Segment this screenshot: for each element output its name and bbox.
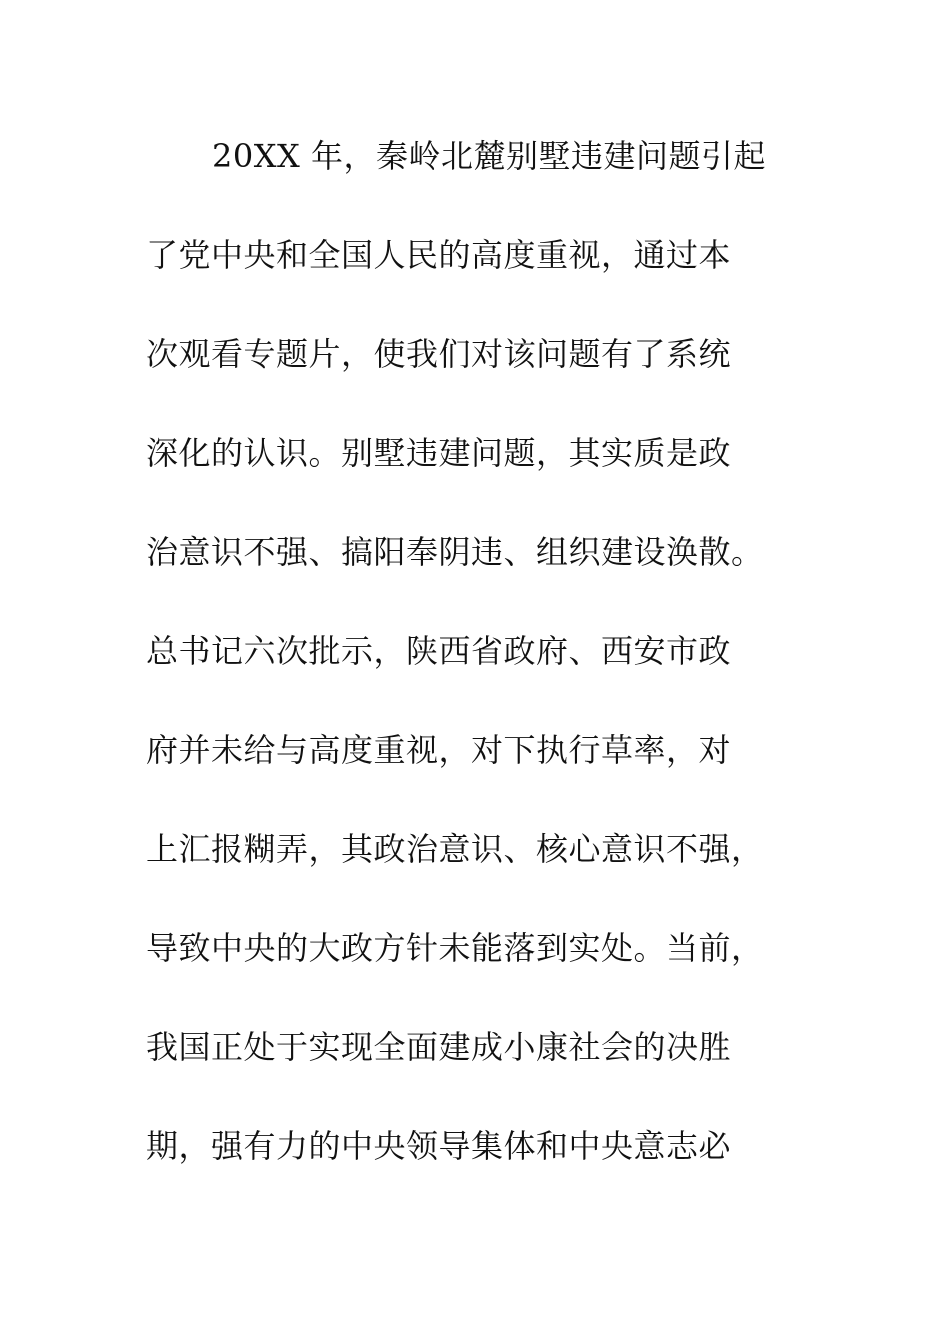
body-paragraph <box>146 126 806 1215</box>
paragraph-line-7: 府并未给与高度重视，对下执行草率，对 <box>146 731 732 769</box>
paragraph-line-2: 了党中央和全国人民的高度重视，通过本 <box>146 236 732 274</box>
paragraph-line-11: 期，强有力的中央领导集体和中央意志必 <box>146 1127 732 1165</box>
paragraph-line-6: 总书记六次批示，陕西省政府、西安市政 <box>146 632 732 670</box>
paragraph-line-1: 20XX 年，秦岭北麓别墅违建问题引起 <box>212 137 766 175</box>
paragraph-line-8: 上汇报糊弄，其政治意识、核心意识不强， <box>146 830 764 868</box>
paragraph-line-10: 我国正处于实现全面建成小康社会的决胜 <box>146 1028 732 1066</box>
paragraph-line-4: 深化的认识。别墅违建问题，其实质是政 <box>146 434 732 472</box>
paragraph-line-3: 次观看专题片，使我们对该问题有了系统 <box>146 335 732 373</box>
paragraph-line-5: 治意识不强、搞阳奉阴违、组织建设涣散。 <box>146 533 764 571</box>
paragraph-line-9: 导致中央的大政方针未能落到实处。当前， <box>146 929 764 967</box>
